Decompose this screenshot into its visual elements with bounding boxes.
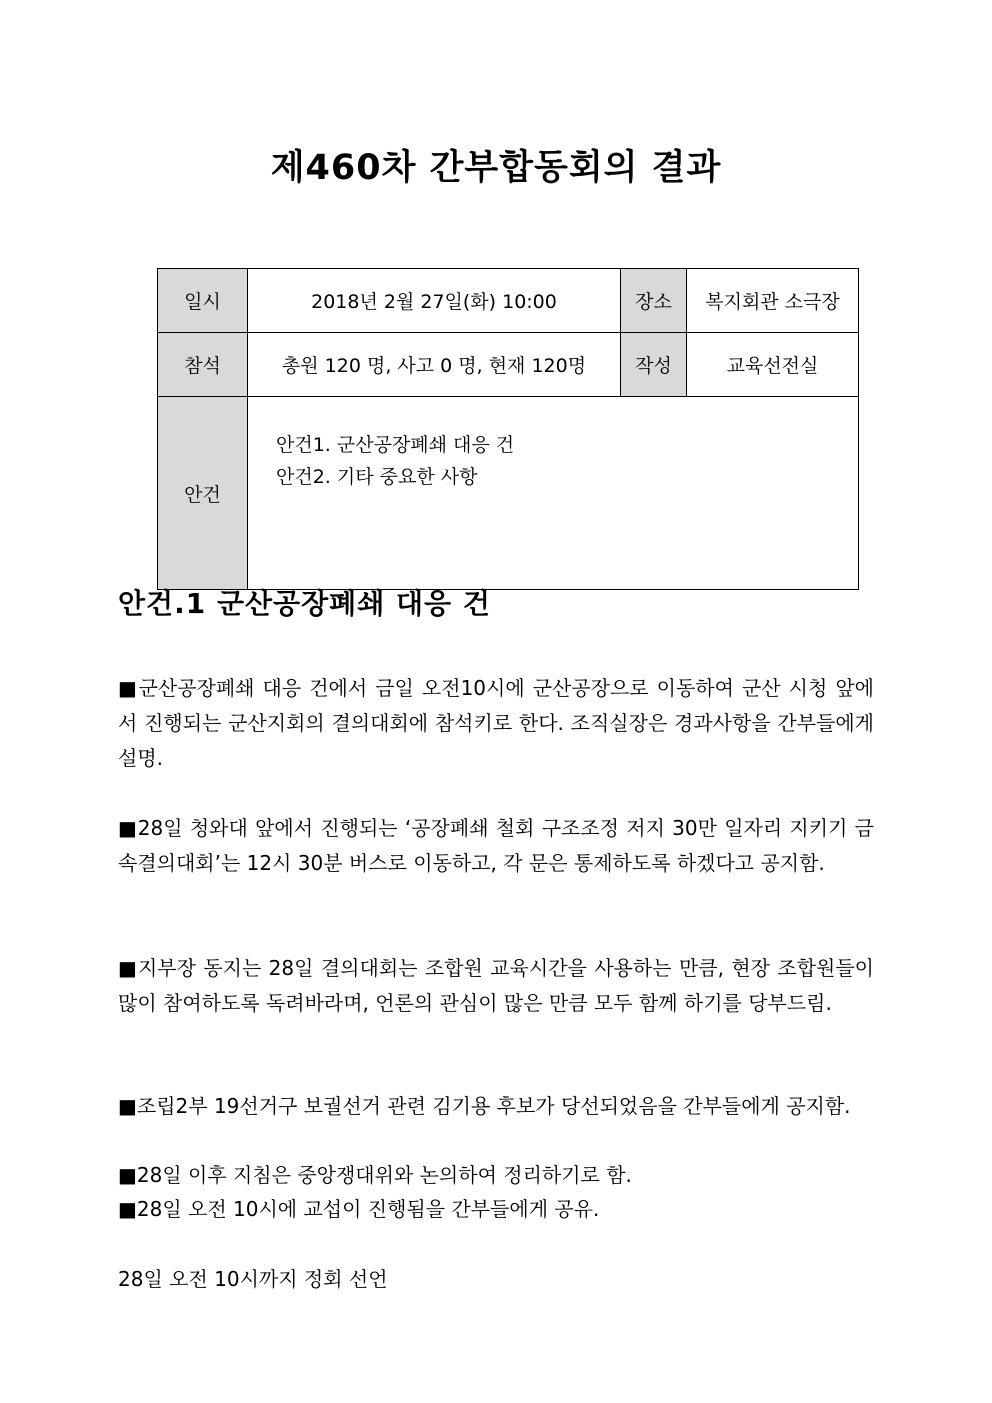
attendance-value: 총원 120 명, 사고 0 명, 현재 120명 [248, 333, 621, 397]
paragraph-3: ■지부장 동지는 28일 결의대회는 조합원 교육시간을 사용하는 만큼, 현장 조합원들이 많이 참여하도록 독려바라며, 언론의 관심이 많은 만큼 모두 함께 하기를 당부드림. [118, 956, 874, 1015]
paragraph-6: ■28일 오전 10시에 교섭이 진행됨을 간부들에게 공유. [118, 1197, 600, 1221]
table-row-date [158, 269, 859, 333]
date-label: 일시 [158, 269, 248, 333]
agenda-label: 안건 [158, 397, 248, 590]
attendance-label: 참석 [158, 333, 248, 397]
meeting-info-table [157, 268, 859, 590]
section-title: 안건.1 군산공장폐쇄 대응 건 [118, 587, 491, 620]
agenda-item-2: 안건2. 기타 중요한 사항 [276, 466, 478, 488]
author-label: 작성 [621, 333, 687, 397]
paragraph-5: ■28일 이후 지침은 중앙쟁대위와 논의하여 정리하기로 함. [118, 1163, 632, 1187]
agenda-item-1: 안건1. 군산공장폐쇄 대응 건 [276, 434, 515, 456]
place-value: 복지회관 소극장 [687, 269, 859, 333]
agenda-list [248, 397, 859, 590]
place-label: 장소 [621, 269, 687, 333]
paragraph-2: ■28일 청와대 앞에서 진행되는 ‘공장폐쇄 철회 구조조정 저지 30만 일자리 지키기 금속결의대회’는 12시 30분 버스로 이동하고, 각 문은 통제하도록 하겠다고 공지함. [118, 816, 874, 875]
table-row-agenda [158, 397, 859, 590]
closing-statement: 28일 오전 10시까지 정회 선언 [118, 1267, 388, 1291]
paragraph-4: ■조립2부 19선거구 보궐선거 관련 김기용 후보가 당선되었음을 간부들에게 공지함. [118, 1094, 851, 1118]
paragraph-1: ■군산공장폐쇄 대응 건에서 금일 오전10시에 군산공장으로 이동하여 군산 시청 앞에서 진행되는 군산지회의 결의대회에 참석키로 한다. 조직실장은 경과사항을 간부들에게 설명. [118, 676, 874, 770]
page-title: 제460차 간부합동회의 결과 [270, 148, 722, 188]
date-value: 2018년 2월 27일(화) 10:00 [248, 269, 621, 333]
author-value: 교육선전실 [687, 333, 859, 397]
table-row-attendance [158, 333, 859, 397]
